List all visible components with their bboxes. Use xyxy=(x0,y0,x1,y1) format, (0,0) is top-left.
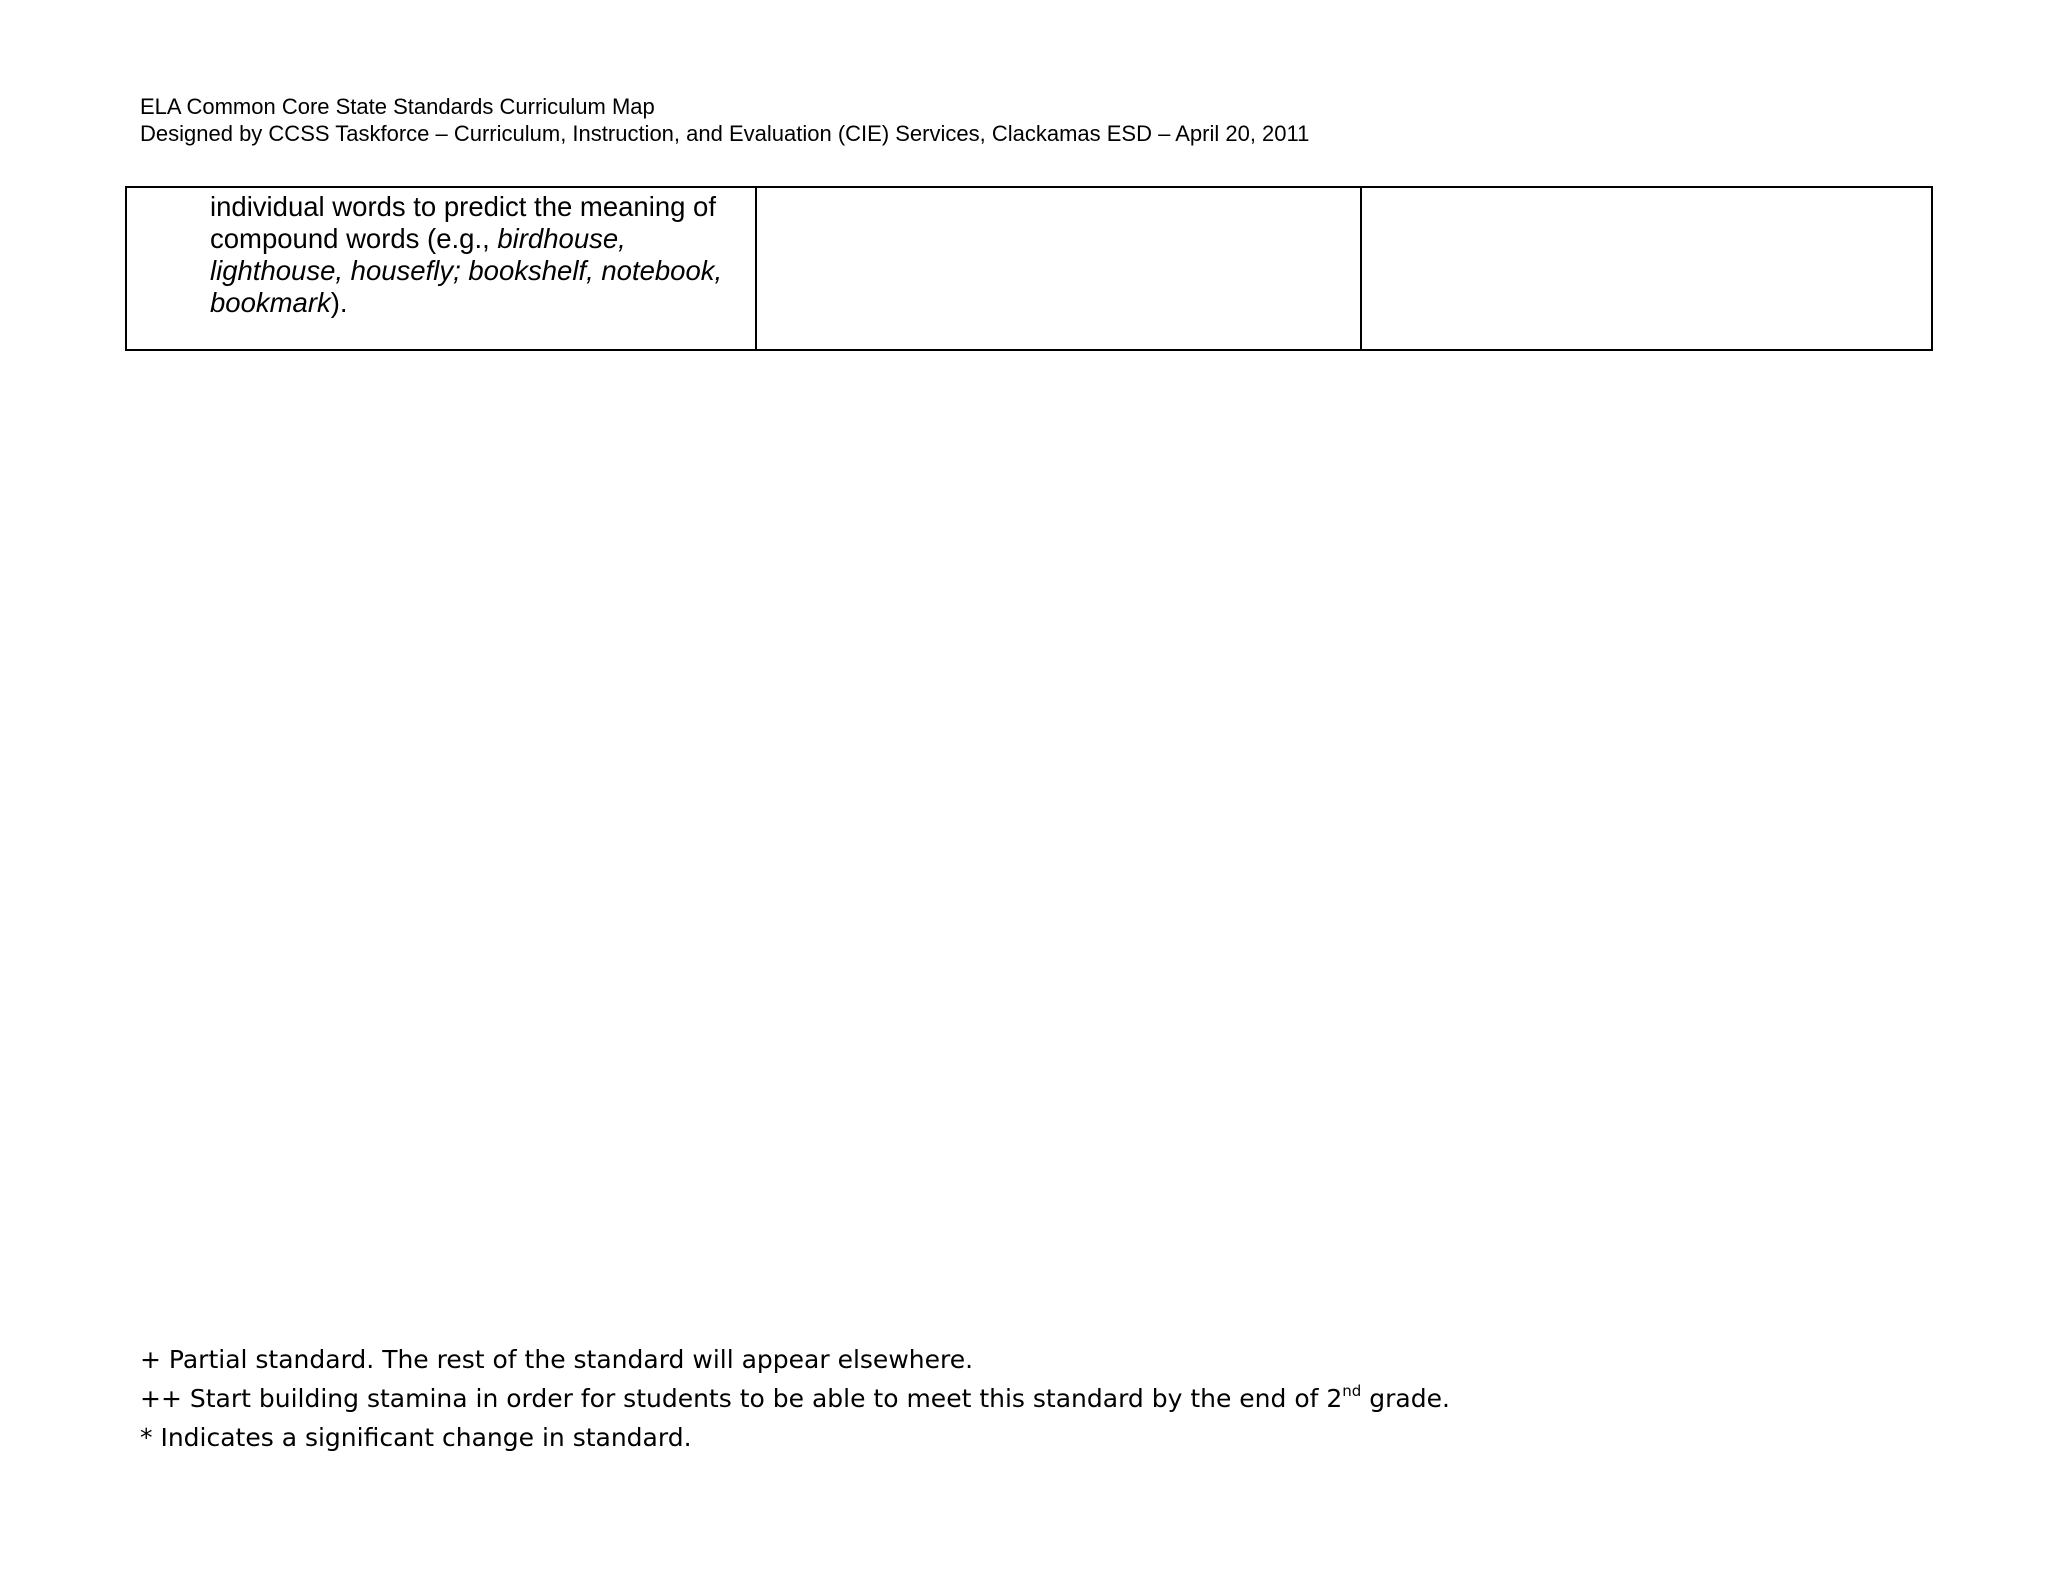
note-partial-standard: + Partial standard. The rest of the standard will appear elsewhere. xyxy=(140,1345,974,1374)
note-stamina-text: ++ Start building stamina in order for students to be able to meet this standard by the end of 2 xyxy=(140,1384,1343,1413)
standard-text xyxy=(127,188,755,319)
standard-line-4-suffix: ). xyxy=(330,287,348,318)
document-title: ELA Common Core State Standards Curriculum Map xyxy=(140,94,655,119)
standard-line-4-italic: bookmark xyxy=(210,287,331,318)
empty-cell-2 xyxy=(756,187,1361,350)
standard-line-3 xyxy=(210,255,745,287)
curriculum-map-table xyxy=(125,186,1933,351)
note-stamina xyxy=(140,1379,1450,1418)
document-subtitle: Designed by CCSS Taskforce – Curriculum, Instruction, and Evaluation (CIE) Services, Clackamas ESD – April 20, 2011 xyxy=(140,121,1310,146)
standard-line-2-prefix: compound words (e.g., xyxy=(210,223,498,254)
table-row xyxy=(126,187,1932,350)
standard-line-3-italic: lighthouse, housefly; bookshelf, notebook, xyxy=(210,255,723,286)
page-header xyxy=(140,93,1309,147)
standard-line-1: individual words to predict the meaning of xyxy=(210,191,716,222)
standard-line-4 xyxy=(210,287,745,319)
empty-cell-3 xyxy=(1361,187,1932,350)
note-stamina-superscript: nd xyxy=(1342,1382,1362,1400)
standard-line-2-italic: birdhouse, xyxy=(497,223,626,254)
note-stamina-end: grade. xyxy=(1361,1384,1450,1413)
note-significant-change: * Indicates a significant change in standard. xyxy=(140,1423,692,1452)
footnotes xyxy=(140,1340,1450,1457)
standard-cell xyxy=(126,187,756,350)
standard-line-2 xyxy=(210,223,745,255)
